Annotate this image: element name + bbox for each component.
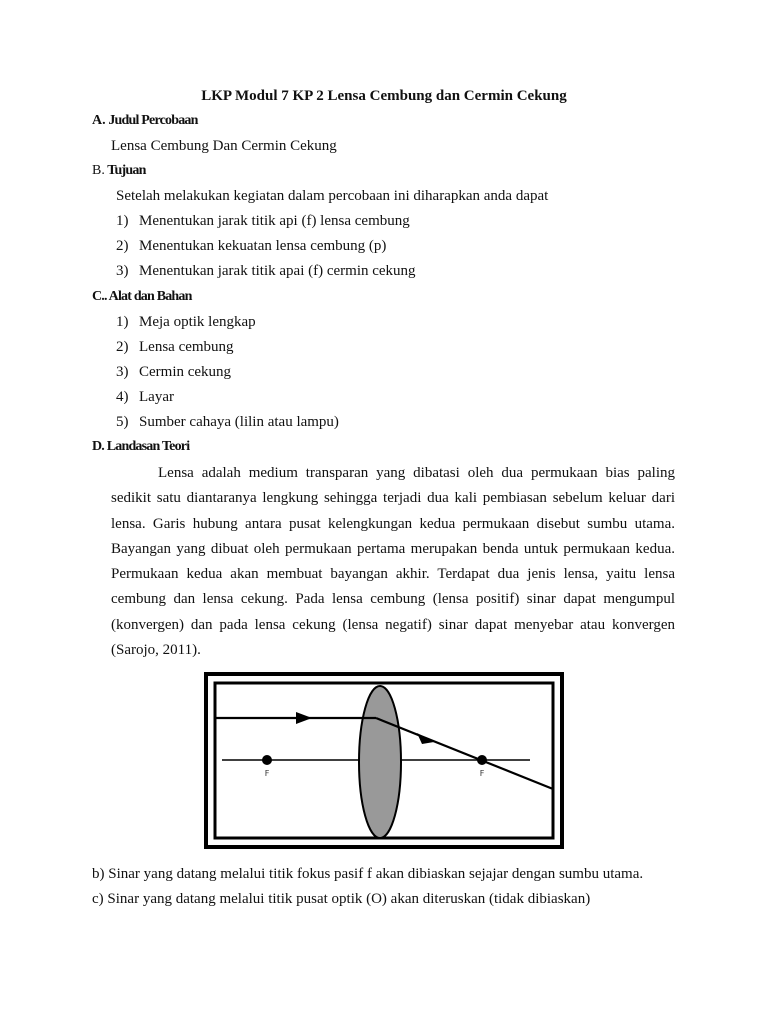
lens-diagram <box>204 672 564 849</box>
section-b-letter: B. <box>92 163 105 178</box>
section-a-letter: A. <box>92 113 106 128</box>
focal-label-right: F <box>479 769 485 778</box>
section-a-heading <box>92 113 198 129</box>
note-b: b) Sinar yang datang melalui titik fokus pasif f akan dibiaskan sejajar dengan sumbu utama. <box>92 866 644 882</box>
section-b-intro: Setelah melakukan kegiatan dalam percobaan ini diharapkan anda dapat <box>116 188 549 204</box>
list-item: 1) Menentukan jarak titik api (f) lensa cembung <box>116 213 410 229</box>
list-item: 3) Menentukan jarak titik apai (f) cermin cekung <box>116 263 416 279</box>
section-d-title: Landasan Teori <box>106 439 190 454</box>
section-c-title: Alat dan Bahan <box>108 289 192 304</box>
section-d-letter: D. <box>92 439 105 454</box>
note-c: c) Sinar yang datang melalui titik pusat optik (O) akan diteruskan (tidak dibiaskan) <box>92 891 591 907</box>
section-d-heading <box>92 439 189 455</box>
list-item: 4) Layar <box>116 389 174 405</box>
list-item: 1) Meja optik lengkap <box>116 314 256 330</box>
document-title: LKP Modul 7 KP 2 Lensa Cembung dan Cermin Cekung <box>201 88 567 104</box>
section-a-content: Lensa Cembung Dan Cermin Cekung <box>111 138 337 154</box>
section-c-letter: C.. <box>92 289 107 304</box>
section-a-title: Judul Percobaan <box>108 113 198 128</box>
section-b-title: Tujuan <box>107 163 146 178</box>
list-item: 2) Lensa cembung <box>116 339 234 355</box>
list-item: 2) Menentukan kekuatan lensa cembung (p) <box>116 238 387 254</box>
focal-point-left <box>262 755 272 765</box>
focal-label-left: F <box>264 769 270 778</box>
theory-paragraph-block <box>111 461 675 663</box>
focal-point-right <box>477 755 487 765</box>
list-item: 3) Cermin cekung <box>116 364 232 380</box>
section-b-heading <box>92 163 146 179</box>
convex-lens <box>359 686 401 838</box>
section-c-heading <box>92 289 192 305</box>
theory-paragraph: Lensa adalah medium transparan yang dibatasi oleh dua permukaan bias paling sedikit satu diantaranya lengkung sehingga terjadi dua kali pembiasan sebelum keluar dari lensa. Garis hubung antara pusat kelengkungan kedua permukaan disebut sumbu utama. Bayangan yang dibuat oleh permukaan pertama merupakan benda untuk permukaan kedua. Permukaan kedua akan membuat bayangan akhir. Terdapat dua jenis lensa, yaitu lensa cembung dan lensa cekung. Pada lensa cembung (lensa positif) sinar dapat mengumpul (konvergen) dan pada lensa cekung (lensa negatif) sinar dapat menyebar atau konvergen (Sarojo, 2011). <box>111 465 675 659</box>
list-item: 5) Sumber cahaya (lilin atau lampu) <box>116 414 339 430</box>
lens-diagram-svg <box>204 672 564 849</box>
